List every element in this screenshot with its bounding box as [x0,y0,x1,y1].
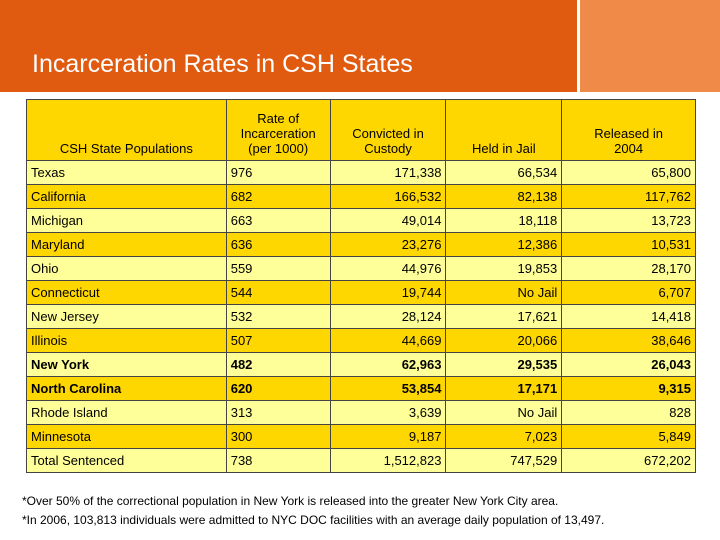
cell-released: 5,849 [562,425,696,449]
header-held-label: Held in Jail [472,141,536,156]
table-row [27,233,696,257]
cell-released: 65,800 [562,161,696,185]
header-rate [226,100,330,161]
table-row [27,377,696,401]
cell-held: 747,529 [446,449,562,473]
cell-released: 10,531 [562,233,696,257]
cell-released: 117,762 [562,185,696,209]
cell-state: Rhode Island [27,401,227,425]
header-rate-line1: Rate of [257,111,300,126]
cell-held: No Jail [446,281,562,305]
cell-rate: 313 [226,401,330,425]
cell-rate: 620 [226,377,330,401]
cell-held: 19,853 [446,257,562,281]
cell-state: Maryland [27,233,227,257]
table-row [27,401,696,425]
cell-rate: 738 [226,449,330,473]
cell-rate: 636 [226,233,330,257]
cell-released: 28,170 [562,257,696,281]
header-released-line1: Released in [594,126,663,141]
cell-rate: 663 [226,209,330,233]
cell-held: 29,535 [446,353,562,377]
cell-state: North Carolina [27,377,227,401]
cell-released: 672,202 [562,449,696,473]
table-row [27,209,696,233]
table-row [27,425,696,449]
header-convicted [330,100,446,161]
footnotes [22,492,712,530]
cell-held: 20,066 [446,329,562,353]
cell-held: 17,621 [446,305,562,329]
cell-convicted: 19,744 [330,281,446,305]
header-rate-line2: Incarceration [240,126,316,141]
cell-convicted: 49,014 [330,209,446,233]
table-row [27,329,696,353]
cell-released: 13,723 [562,209,696,233]
cell-state: Illinois [27,329,227,353]
header-held [446,100,562,161]
cell-released: 828 [562,401,696,425]
incarceration-table [26,99,696,473]
cell-rate: 682 [226,185,330,209]
table-row [27,281,696,305]
header-state [27,100,227,161]
cell-convicted: 62,963 [330,353,446,377]
cell-convicted: 3,639 [330,401,446,425]
cell-rate: 544 [226,281,330,305]
cell-convicted: 171,338 [330,161,446,185]
cell-rate: 532 [226,305,330,329]
cell-rate: 559 [226,257,330,281]
title-bar [0,0,577,92]
header-released [562,100,696,161]
cell-rate: 482 [226,353,330,377]
table-row [27,449,696,473]
header-state-label: CSH State Populations [59,141,193,156]
cell-rate: 300 [226,425,330,449]
cell-state: New Jersey [27,305,227,329]
cell-rate: 976 [226,161,330,185]
divider [0,92,720,96]
cell-convicted: 9,187 [330,425,446,449]
cell-convicted: 28,124 [330,305,446,329]
footnote-2: *In 2006, 103,813 individuals were admitted to NYC DOC facilities with an average daily population of 13,497. [22,513,605,527]
slide-title: Incarceration Rates in CSH States [32,50,413,78]
header-released-line2: 2004 [614,141,644,156]
cell-state: Texas [27,161,227,185]
cell-rate: 507 [226,329,330,353]
header-convicted-line1: Convicted in [352,126,424,141]
cell-state: Total Sentenced [27,449,227,473]
cell-state: Minnesota [27,425,227,449]
table-row [27,305,696,329]
cell-held: 17,171 [446,377,562,401]
table-row [27,353,696,377]
cell-held: 82,138 [446,185,562,209]
footnote-1: *Over 50% of the correctional population in New York is released into the greater New York City area. [22,494,559,508]
cell-convicted: 53,854 [330,377,446,401]
cell-released: 26,043 [562,353,696,377]
cell-released: 9,315 [562,377,696,401]
cell-held: 12,386 [446,233,562,257]
cell-convicted: 44,669 [330,329,446,353]
cell-released: 38,646 [562,329,696,353]
cell-state: Ohio [27,257,227,281]
cell-convicted: 166,532 [330,185,446,209]
table-header [27,100,696,161]
table-row [27,257,696,281]
table-body [27,161,696,473]
cell-released: 6,707 [562,281,696,305]
header-row [27,100,696,161]
table-row [27,185,696,209]
cell-state: Connecticut [27,281,227,305]
cell-state: Michigan [27,209,227,233]
cell-convicted: 44,976 [330,257,446,281]
cell-held: No Jail [446,401,562,425]
header-rate-line3: (per 1000) [248,141,309,156]
cell-held: 7,023 [446,425,562,449]
cell-held: 66,534 [446,161,562,185]
cell-state: New York [27,353,227,377]
cell-held: 18,118 [446,209,562,233]
cell-convicted: 23,276 [330,233,446,257]
accent-block [580,0,720,92]
cell-state: California [27,185,227,209]
table-row [27,161,696,185]
cell-convicted: 1,512,823 [330,449,446,473]
header-convicted-line2: Custody [364,141,412,156]
cell-released: 14,418 [562,305,696,329]
